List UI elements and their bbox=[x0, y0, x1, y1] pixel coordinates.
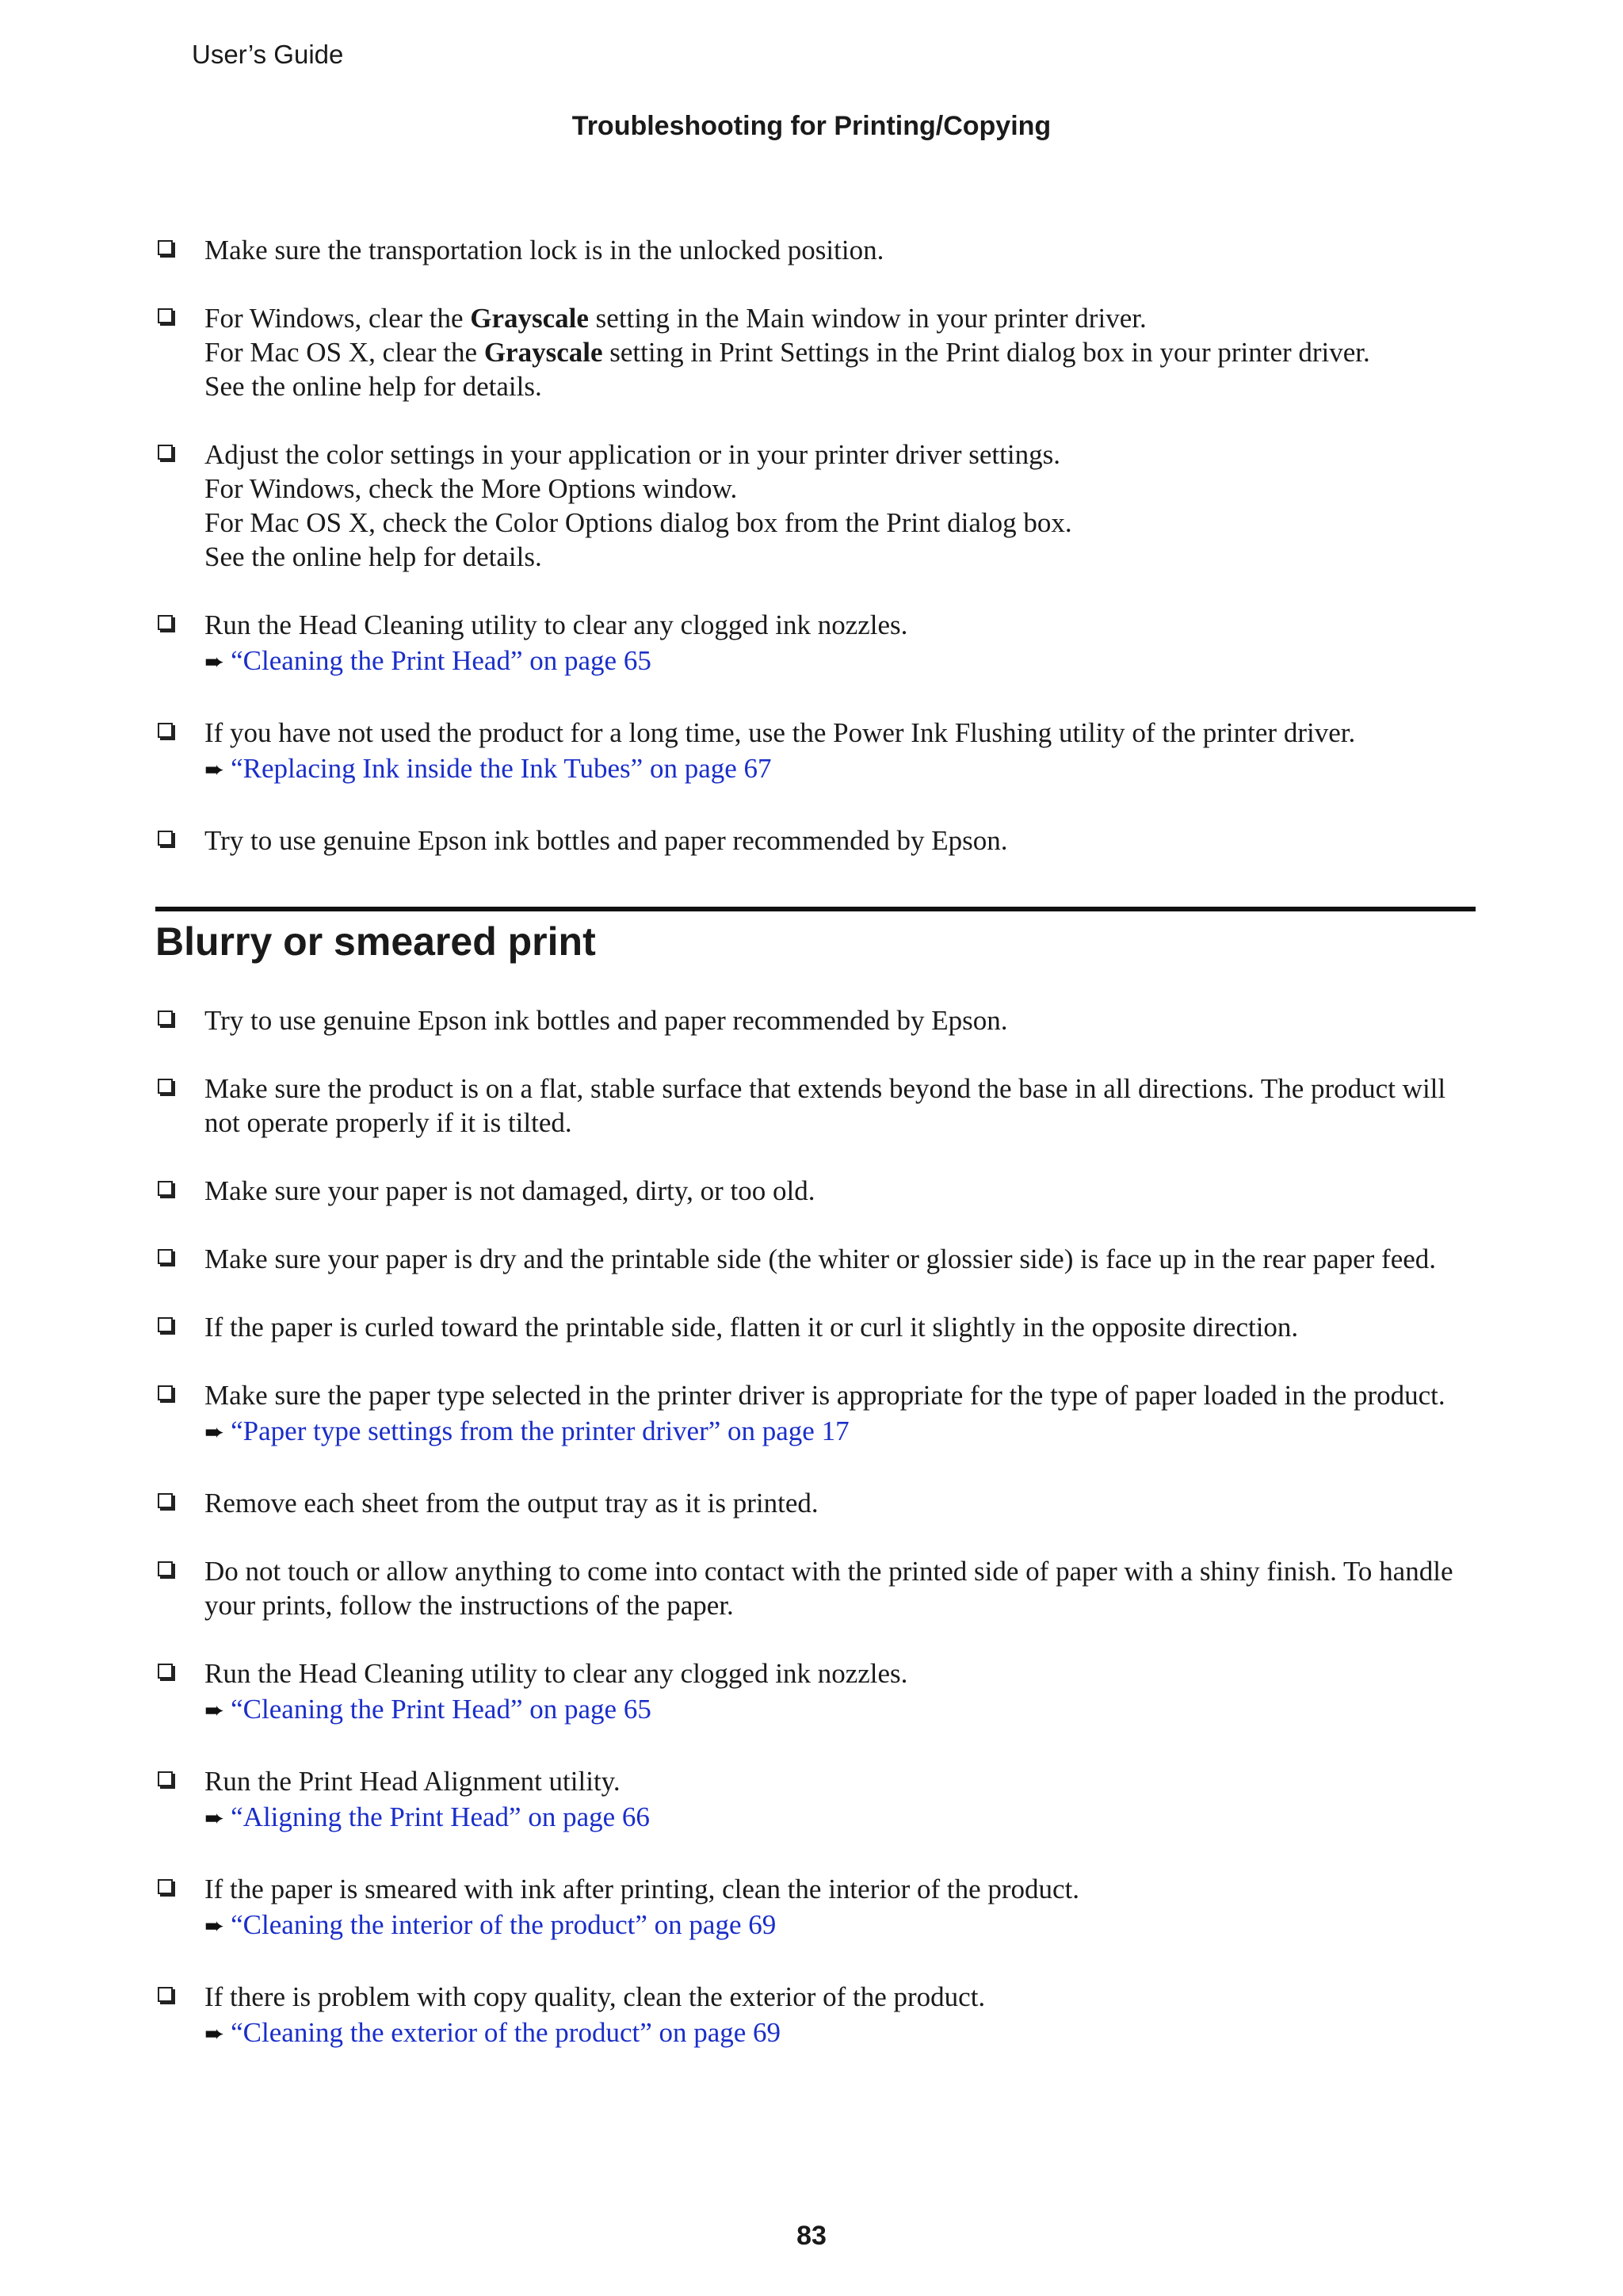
cross-reference bbox=[204, 750, 1479, 789]
checklist-item bbox=[155, 1310, 1479, 1344]
cross-reference bbox=[204, 642, 1479, 682]
checklist-item bbox=[155, 437, 1479, 574]
arrow-right-icon: ➨ bbox=[204, 2021, 225, 2047]
arrow-right-icon: ➨ bbox=[204, 1698, 225, 1724]
item-text-line: Run the Head Cleaning utility to clear any clogged ink nozzles. bbox=[204, 609, 908, 640]
checklist-item bbox=[155, 1378, 1479, 1452]
checklist-item bbox=[155, 301, 1479, 403]
cross-reference-link[interactable]: “Cleaning the exterior of the product” on page 69 bbox=[231, 2017, 781, 2048]
item-text-line: For Mac OS X, check the Color Options dialog box from the Print dialog box. bbox=[204, 507, 1072, 538]
cross-reference bbox=[204, 2014, 1479, 2053]
checklist-top bbox=[155, 233, 1479, 892]
checkbox-bullet-icon bbox=[158, 615, 173, 630]
running-header-section-title: Troubleshooting for Printing/Copying bbox=[571, 111, 1052, 141]
checkbox-bullet-icon bbox=[158, 1987, 173, 2002]
cross-reference-link[interactable]: “Replacing Ink inside the Ink Tubes” on page 67 bbox=[231, 753, 772, 784]
checkbox-bullet-icon bbox=[158, 240, 173, 255]
checklist-item bbox=[155, 716, 1479, 789]
item-text-line: Try to use genuine Epson ink bottles and paper recommended by Epson. bbox=[204, 1005, 1008, 1036]
arrow-right-icon: ➨ bbox=[204, 1419, 225, 1446]
checklist-item bbox=[155, 1003, 1479, 1037]
item-text-line: If there is problem with copy quality, clean the exterior of the product. bbox=[204, 1981, 986, 2012]
checkbox-bullet-icon bbox=[158, 445, 173, 460]
checklist-item bbox=[155, 1764, 1479, 1838]
cross-reference-link[interactable]: “Aligning the Print Head” on page 66 bbox=[231, 1801, 650, 1832]
item-text-line: Make sure your paper is not damaged, dirty, or too old. bbox=[204, 1175, 815, 1206]
item-text: Do not touch or allow anything to come into contact with the printed side of paper with a shiny finish. To handle your prints, follow the instructions of the paper. bbox=[204, 1556, 1453, 1621]
item-text-line: Make sure the paper type selected in the printer driver is appropriate for the type of paper loaded in the product. bbox=[204, 1380, 1445, 1411]
item-text-line: If the paper is curled toward the printable side, flatten it or curl it slightly in the opposite direction. bbox=[204, 1312, 1299, 1343]
cross-reference bbox=[204, 1798, 1479, 1838]
checklist-item bbox=[155, 1174, 1479, 1208]
running-header-guide-title: User’s Guide bbox=[192, 40, 344, 69]
cross-reference bbox=[204, 1690, 1479, 1730]
arrow-right-icon: ➨ bbox=[204, 1805, 225, 1832]
checkbox-bullet-icon bbox=[158, 1010, 173, 1026]
arrow-right-icon: ➨ bbox=[204, 649, 225, 675]
item-text-line: Make sure the transportation lock is in the unlocked position. bbox=[204, 235, 884, 266]
item-text-line: Remove each sheet from the output tray as it is printed. bbox=[204, 1488, 819, 1519]
item-text-line: See the online help for details. bbox=[204, 371, 542, 402]
cross-reference-link[interactable]: “Cleaning the Print Head” on page 65 bbox=[231, 1694, 651, 1725]
item-text-line: Run the Head Cleaning utility to clear any clogged ink nozzles. bbox=[204, 1658, 908, 1689]
checklist-item bbox=[155, 1554, 1479, 1622]
checklist-item bbox=[155, 608, 1479, 682]
item-text-line: Try to use genuine Epson ink bottles and paper recommended by Epson. bbox=[204, 825, 1008, 856]
item-text-line: For Windows, check the More Options window. bbox=[204, 473, 738, 504]
section-heading: Blurry or smeared print bbox=[155, 919, 596, 964]
checkbox-bullet-icon bbox=[158, 1385, 173, 1400]
checkbox-bullet-icon bbox=[158, 1771, 173, 1786]
checklist-item bbox=[155, 1242, 1479, 1276]
cross-reference bbox=[204, 1412, 1479, 1452]
section-divider-rule bbox=[155, 907, 1476, 911]
checkbox-bullet-icon bbox=[158, 1879, 173, 1894]
cross-reference-link[interactable]: “Cleaning the Print Head” on page 65 bbox=[231, 645, 651, 676]
cross-reference-link[interactable]: “Paper type settings from the printer driver” on page 17 bbox=[231, 1415, 850, 1446]
checklist-item bbox=[155, 233, 1479, 267]
item-text-line: If you have not used the product for a long time, use the Power Ink Flushing utility of the printer driver. bbox=[204, 717, 1356, 748]
checkbox-bullet-icon bbox=[158, 1493, 173, 1508]
arrow-right-icon: ➨ bbox=[204, 1913, 225, 1939]
item-text-line: See the online help for details. bbox=[204, 541, 542, 572]
checklist-item bbox=[155, 1656, 1479, 1730]
checkbox-bullet-icon bbox=[158, 1317, 173, 1332]
checkbox-bullet-icon bbox=[158, 1664, 173, 1679]
checklist-item bbox=[155, 1980, 1479, 2053]
checkbox-bullet-icon bbox=[158, 1079, 173, 1094]
checklist-item bbox=[155, 823, 1479, 858]
cross-reference-link[interactable]: “Cleaning the interior of the product” on page 69 bbox=[231, 1909, 777, 1940]
checkbox-bullet-icon bbox=[158, 1181, 173, 1196]
checkbox-bullet-icon bbox=[158, 308, 173, 323]
cross-reference bbox=[204, 1906, 1479, 1946]
item-text-line: For Windows, clear the Grayscale setting in the Main window in your printer driver. bbox=[204, 303, 1147, 334]
item-text-line: Adjust the color settings in your application or in your printer driver settings. bbox=[204, 439, 1060, 470]
checklist-item bbox=[155, 1872, 1479, 1946]
checkbox-bullet-icon bbox=[158, 831, 173, 846]
item-text-line: Make sure your paper is dry and the printable side (the whiter or glossier side) is face up in the rear paper feed. bbox=[204, 1244, 1437, 1274]
item-text-line: For Mac OS X, clear the Grayscale setting in Print Settings in the Print dialog box in your printer driver. bbox=[204, 337, 1370, 368]
page-number: 83 bbox=[796, 2221, 827, 2251]
arrow-right-icon: ➨ bbox=[204, 757, 225, 783]
checkbox-bullet-icon bbox=[158, 1561, 173, 1576]
checklist-item bbox=[155, 1072, 1479, 1140]
checklist-blurry-print bbox=[155, 1003, 1479, 2088]
checklist-item bbox=[155, 1486, 1479, 1520]
checkbox-bullet-icon bbox=[158, 723, 173, 738]
item-text: Make sure the product is on a flat, stable surface that extends beyond the base in all directions. The product will not operate properly if it is tilted. bbox=[204, 1073, 1446, 1138]
item-text-line: Run the Print Head Alignment utility. bbox=[204, 1766, 621, 1797]
checkbox-bullet-icon bbox=[158, 1249, 173, 1264]
item-text-line: If the paper is smeared with ink after printing, clean the interior of the product. bbox=[204, 1874, 1080, 1904]
